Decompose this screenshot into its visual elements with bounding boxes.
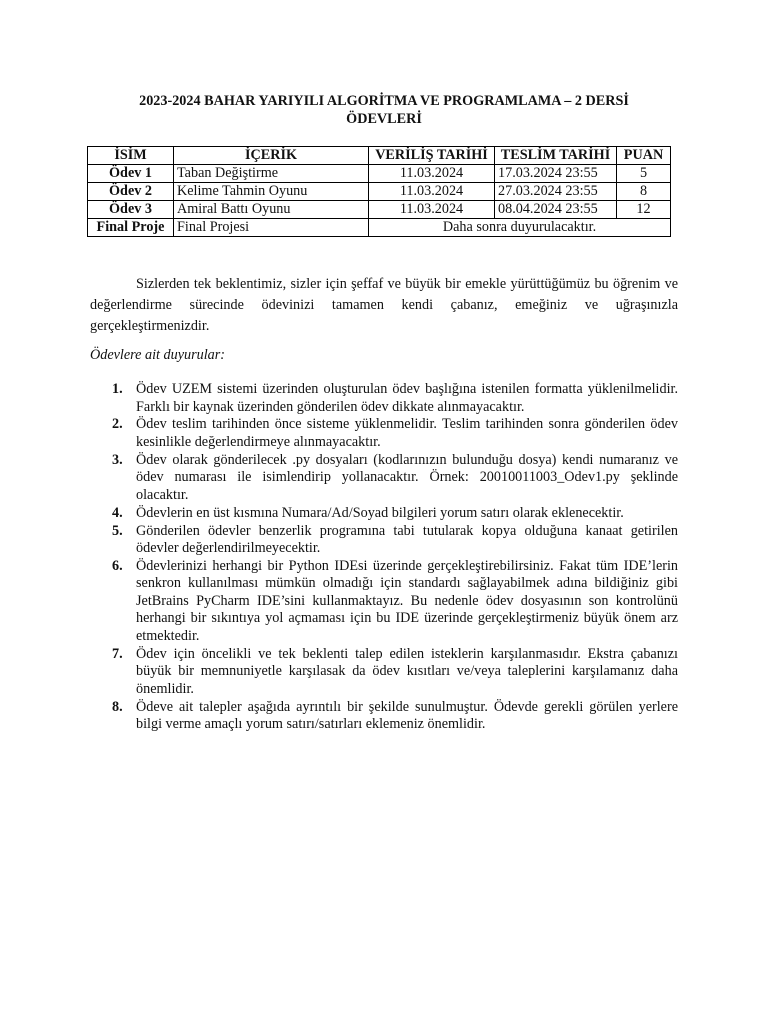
list-item xyxy=(90,452,678,505)
item-text: Ödevlerinizi herhangi bir Python IDEsi üzerinde gerçekleştirebilirsiniz. Fakat tüm IDE’lerin senkron kullanılması mümkün olmadığı için standardı sağlayabilmek adına bildiğiniz gibi JetBrains PyCharm IDE’sini kullanmaktayız. Bu nedenle ödev dosyasının son kontrolünü herhangi bir sıkıntıya yol açmaması için bu IDE üzerinde gerçekleştirmeniz büyük önem arz etmektedir. xyxy=(136,557,678,644)
header-given-date: VERİLİŞ TARİHİ xyxy=(369,147,495,165)
row-name: Ödev 3 xyxy=(88,201,174,219)
list-item xyxy=(90,699,678,734)
table-header-row xyxy=(88,147,671,165)
item-number: 6. xyxy=(112,557,123,574)
item-text: Ödev için öncelikli ve tek beklenti talep edilen isteklerin karşılanmasıdır. Ekstra çabanızı büyük bir memnuniyetle karşılasak da ödev kısıtları ve/veya taleplerini karşılamanız daha önemlidir. xyxy=(136,645,678,697)
announcements-heading: Ödevlere ait duyurular: xyxy=(90,347,226,363)
row-name: Ödev 1 xyxy=(88,165,174,183)
item-text: Ödev UZEM sistemi üzerinden oluşturulan ödev başlığına istenilen formatta yüklenilmelidir. Farklı bir kaynak üzerinden gönderilen ödev dikkate alınmayacaktır. xyxy=(136,381,678,415)
title-line-2: ÖDEVLERİ xyxy=(346,111,422,127)
list-item xyxy=(90,646,678,699)
row-points: 5 xyxy=(617,165,671,183)
row-content: Final Projesi xyxy=(174,219,369,237)
assignments-table xyxy=(87,146,671,237)
table-row xyxy=(88,165,671,183)
item-number: 2. xyxy=(112,416,123,433)
header-name: İSİM xyxy=(88,147,174,165)
announcements-list xyxy=(90,381,678,734)
list-item xyxy=(90,505,678,523)
row-name: Final Proje xyxy=(88,219,174,237)
title-line-1: 2023-2024 BAHAR YARIYILI ALGORİTMA VE PROGRAMLAMA – 2 DERSİ xyxy=(139,93,629,109)
list-item xyxy=(90,523,678,558)
item-text: Ödevlerin en üst kısmına Numara/Ad/Soyad bilgileri yorum satırı olarak eklenecektir. xyxy=(136,504,624,521)
row-content: Taban Değiştirme xyxy=(174,165,369,183)
list-item xyxy=(90,416,678,451)
item-number: 8. xyxy=(112,698,123,715)
header-content: İÇERİK xyxy=(174,147,369,165)
list-item xyxy=(90,558,678,646)
row-given-date: 11.03.2024 xyxy=(369,201,495,219)
header-points: PUAN xyxy=(617,147,671,165)
table-row xyxy=(88,201,671,219)
row-due-date: 08.04.2024 23:55 xyxy=(495,201,617,219)
header-due-date: TESLİM TARİHİ xyxy=(495,147,617,165)
item-number: 7. xyxy=(112,645,123,662)
item-number: 4. xyxy=(112,504,123,521)
row-content: Amiral Battı Oyunu xyxy=(174,201,369,219)
row-content: Kelime Tahmin Oyunu xyxy=(174,183,369,201)
row-points: 8 xyxy=(617,183,671,201)
item-text: Ödeve ait talepler aşağıda ayrıntılı bir şekilde sunulmuştur. Ödevde gerekli görülen yerlere bilgi verme amaçlı yorum satırı/satırları eklemeniz önemlidir. xyxy=(136,698,678,733)
row-due-date: 17.03.2024 23:55 xyxy=(495,165,617,183)
item-number: 1. xyxy=(112,381,123,397)
item-text: Gönderilen ödevler benzerlik programına tabi tutularak kopya olduğuna kanaat getirilen ödevler değerlendirilmeyecektir. xyxy=(136,522,678,557)
row-final-note: Daha sonra duyurulacaktır. xyxy=(369,219,671,237)
item-number: 3. xyxy=(112,451,123,468)
item-text: Ödev olarak gönderilecek .py dosyaları (kodlarınızın bulunduğu dosya) kendi numaranız ve ödev numarası ile isimlendirip yollanacaktır. Örnek: 20010011003_Odev1.py şeklinde olacaktır. xyxy=(136,451,678,503)
row-points: 12 xyxy=(617,201,671,219)
item-number: 5. xyxy=(112,522,123,539)
table-row xyxy=(88,183,671,201)
row-given-date: 11.03.2024 xyxy=(369,165,495,183)
item-text: Ödev teslim tarihinden önce sisteme yüklenmelidir. Teslim tarihinden sonra gönderilen ödev kesinlikle değerlendirmeye alınmayacaktır. xyxy=(136,416,678,450)
document-title xyxy=(90,92,678,128)
intro-paragraph: Sizlerden tek beklentimiz, sizler için şeffaf ve büyük bir emekle yürüttüğümüz bu öğrenim ve değerlendirme sürecinde ödevinizi tamamen kendi çabanız, emeğiniz ve uğraşınızla gerçekleştirmenizdir. xyxy=(90,276,678,334)
table-row-final xyxy=(88,219,671,237)
row-given-date: 11.03.2024 xyxy=(369,183,495,201)
row-name: Ödev 2 xyxy=(88,183,174,201)
list-item xyxy=(90,381,678,416)
row-due-date: 27.03.2024 23:55 xyxy=(495,183,617,201)
